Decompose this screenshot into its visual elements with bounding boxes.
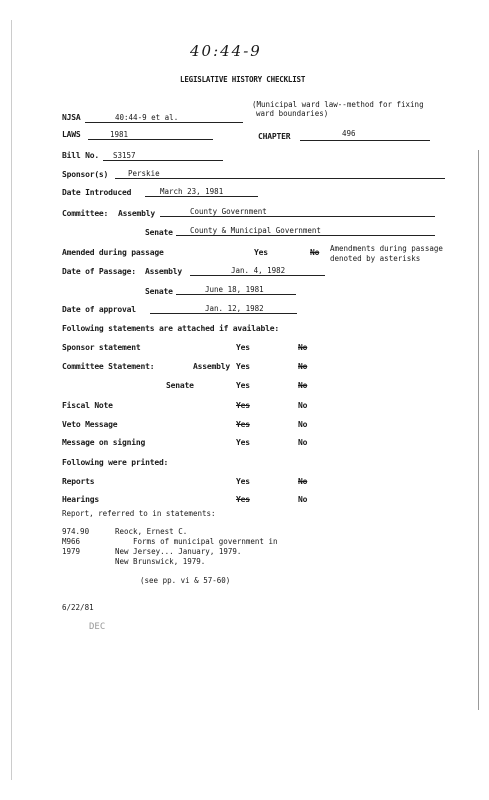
scan-edge-right	[478, 150, 479, 710]
scan-edge-left	[11, 20, 12, 780]
njsa-label: NJSA	[62, 113, 81, 122]
njsa-underline	[85, 122, 243, 123]
citation-line: Reock, Ernest C.	[115, 527, 188, 536]
date-approval-value: Jan. 12, 1982	[205, 304, 264, 313]
date-approval-underline	[150, 313, 297, 314]
statement-no-struck: No	[298, 381, 308, 390]
statement-sub-label: Senate	[166, 381, 194, 390]
citation-line: New Brunswick, 1979.	[115, 557, 206, 566]
amended-label: Amended during passage	[62, 248, 164, 257]
passage-senate-underline	[176, 294, 296, 295]
printed-heading: Following were printed:	[62, 458, 169, 467]
passage-assembly-underline	[190, 275, 325, 276]
statement-yes: Yes	[236, 362, 250, 371]
printed-label: Reports	[62, 477, 95, 486]
citation-line: Forms of municipal government in	[133, 537, 278, 546]
njsa-value: 40:44-9 et al.	[115, 113, 179, 122]
statement-label: Message on signing	[62, 438, 146, 447]
following-statements-heading: Following statements are attached if available:	[62, 324, 279, 333]
bill-underline	[103, 160, 223, 161]
statement-no: No	[298, 420, 308, 429]
statement-no: No	[298, 438, 308, 447]
statement-label: Fiscal Note	[62, 401, 113, 410]
committee-senate-label: Senate	[145, 228, 173, 237]
sponsors-label: Sponsor(s)	[62, 170, 109, 179]
date-introduced-underline	[145, 196, 258, 197]
committee-senate-underline	[176, 235, 435, 236]
statement-label: Sponsor statement	[62, 343, 141, 352]
statement-label: Veto Message	[62, 420, 118, 429]
statement-no-struck: No	[298, 343, 308, 352]
statement-yes: Yes	[236, 438, 250, 447]
date-introduced-label: Date Introduced	[62, 188, 132, 197]
statement-no: No	[298, 401, 308, 410]
passage-senate-label: Senate	[145, 287, 173, 296]
call-number-line: M966	[62, 537, 81, 546]
printed-yes-struck: Yes	[236, 495, 250, 504]
footer-date: 6/22/81	[62, 603, 94, 612]
laws-underline	[88, 139, 213, 140]
chapter-label: CHAPTER	[258, 132, 291, 141]
passage-assembly-value: Jan. 4, 1982	[231, 266, 286, 275]
amended-yes: Yes	[254, 248, 268, 257]
call-number-line: 1979	[62, 547, 81, 556]
statement-yes: Yes	[236, 381, 250, 390]
ward-law-note-line2: ward boundaries)	[256, 109, 329, 118]
date-approval-label: Date of approval	[62, 305, 136, 314]
statement-no-struck: No	[298, 362, 308, 371]
chapter-underline	[300, 140, 430, 141]
sponsors-underline	[115, 178, 445, 179]
handwritten-file-number: 40:44-9	[190, 42, 262, 60]
committee-assembly-value: County Government	[190, 207, 267, 216]
date-introduced-value: March 23, 1981	[160, 187, 224, 196]
printed-label: Hearings	[62, 495, 99, 504]
call-number-line: 974.90	[62, 527, 90, 536]
document-title: LEGISLATIVE HISTORY CHECKLIST	[180, 75, 306, 84]
passage-senate-value: June 18, 1981	[205, 285, 264, 294]
statement-yes: Yes	[236, 343, 250, 352]
amendments-note-line2: denoted by asterisks	[330, 254, 421, 263]
committee-assembly-label: Assembly	[118, 209, 155, 218]
committee-senate-value: County & Municipal Government	[190, 226, 321, 235]
amended-no-struck: No	[310, 248, 320, 257]
printed-yes: Yes	[236, 477, 250, 486]
report-heading: Report, referred to in statements:	[62, 509, 216, 518]
date-passage-label: Date of Passage:	[62, 267, 136, 276]
citation-line: New Jersey... January, 1979.	[115, 547, 242, 556]
laws-label: LAWS	[62, 130, 81, 139]
amendments-note-line1: Amendments during passage	[330, 244, 443, 253]
committee-assembly-underline	[160, 216, 435, 217]
statement-label: Committee Statement:	[62, 362, 155, 371]
printed-no: No	[298, 495, 308, 504]
ward-law-note-line1: (Municipal ward law--method for fixing	[252, 100, 424, 109]
laws-value: 1981	[110, 130, 129, 139]
bill-label: Bill No.	[62, 151, 99, 160]
sponsors-value: Perskie	[128, 169, 160, 178]
bill-value: S3157	[113, 151, 136, 160]
statement-yes-struck: Yes	[236, 420, 250, 429]
see-pages-note: (see pp. vi & 57-60)	[140, 576, 231, 585]
passage-assembly-label: Assembly	[145, 267, 182, 276]
printed-no-struck: No	[298, 477, 308, 486]
received-stamp: DEC	[89, 622, 106, 632]
statement-sub-label: Assembly	[193, 362, 230, 371]
committee-label: Committee:	[62, 209, 109, 218]
statement-yes-struck: Yes	[236, 401, 250, 410]
chapter-value: 496	[342, 129, 356, 138]
